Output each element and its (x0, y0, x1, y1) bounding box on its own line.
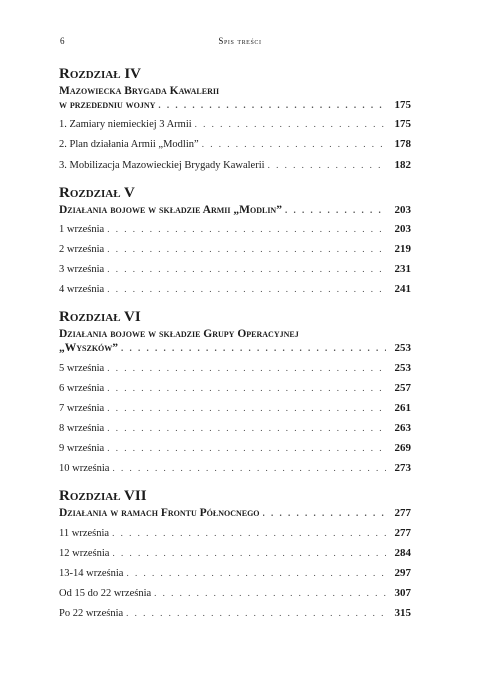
page-ref: 257 (394, 381, 411, 394)
chapter-heading: Rozdział VII (59, 488, 147, 505)
toc-entry[interactable] (59, 282, 411, 297)
page-ref: 277 (394, 507, 411, 520)
chapter-heading: Rozdział V (59, 184, 135, 201)
page-ref: 203 (394, 222, 411, 235)
chapter-7 (59, 488, 411, 621)
toc-entry[interactable] (59, 461, 411, 476)
page-ref: 241 (394, 283, 411, 296)
leader-dots (126, 566, 386, 580)
toc-entry[interactable] (59, 441, 411, 456)
leader-dots (107, 441, 386, 455)
entry-label: 1. Zamiary niemieckiej 3 Armii (59, 119, 192, 131)
entry-label: Po 22 września (59, 608, 124, 620)
leader-dots (285, 203, 386, 217)
running-title: Spis treści (218, 36, 262, 46)
entry-label: 5 września (59, 362, 105, 374)
page-ref: 277 (394, 526, 411, 539)
leader-dots (268, 158, 386, 172)
chapter-title-entry[interactable] (59, 98, 411, 112)
chapter-6 (59, 309, 411, 476)
entry-label: 10 września (59, 463, 110, 475)
leader-dots (154, 586, 386, 600)
entry-label: 3. Mobilizacja Mazowieckiej Brygady Kawalerii (59, 159, 265, 171)
entry-label: Od 15 do 22 września (59, 588, 152, 600)
chapter-5 (59, 185, 411, 298)
leader-dots (107, 262, 386, 276)
toc-entry[interactable] (59, 262, 411, 277)
toc-entry[interactable] (59, 381, 411, 396)
toc-entry[interactable] (59, 526, 411, 541)
chapter-4 (59, 66, 411, 173)
page-ref: 263 (394, 422, 411, 435)
page-ref: 178 (394, 138, 411, 151)
toc-entry[interactable] (59, 586, 411, 601)
entry-label: 13-14 września (59, 568, 124, 579)
page-ref: 253 (394, 361, 411, 374)
page-ref: 261 (394, 401, 411, 414)
leader-dots (112, 546, 386, 560)
page-ref: 182 (394, 158, 411, 171)
page-ref: 307 (394, 587, 411, 600)
entry-label: 12 września (59, 547, 110, 559)
chapter-heading: Rozdział IV (59, 66, 141, 82)
page-ref: 269 (394, 442, 411, 455)
toc-entry[interactable] (59, 546, 411, 561)
page-ref: 203 (394, 203, 411, 216)
page-header (60, 36, 420, 50)
chapter-title-label: Działania w ramach Frontu Północnego (59, 507, 260, 520)
toc-entry[interactable] (59, 222, 411, 237)
leader-dots (195, 117, 386, 131)
leader-dots (112, 461, 386, 475)
entry-label: 1 września (59, 223, 105, 235)
entry-label: 7 września (59, 402, 105, 414)
chapter-title-line: Działania bojowe w składzie Grupy Operacyjnej (59, 328, 299, 341)
entry-label: 9 września (59, 443, 105, 455)
page-number: 6 (60, 36, 66, 46)
leader-dots (126, 606, 386, 620)
toc-entry[interactable] (59, 401, 411, 416)
page-ref: 315 (394, 607, 411, 620)
chapter-title-label: Działania bojowe w składzie Armii „Modlin” (59, 203, 282, 216)
page-ref: 297 (394, 567, 411, 579)
chapter-title-label: „Wyszków” (59, 342, 119, 355)
page-ref: 175 (394, 99, 411, 111)
chapter-title-entry[interactable] (59, 506, 411, 520)
leader-dots (107, 242, 386, 256)
leader-dots (107, 421, 386, 435)
leader-dots (107, 361, 386, 375)
page-ref: 175 (394, 118, 411, 131)
chapter-title-label: w przededniu wojny (59, 99, 156, 111)
toc-entry[interactable] (59, 117, 411, 132)
leader-dots (112, 526, 386, 540)
leader-dots (107, 222, 386, 236)
toc-entry[interactable] (59, 137, 411, 152)
page-ref: 253 (394, 342, 411, 355)
toc-entry[interactable] (59, 361, 411, 376)
leader-dots (263, 506, 386, 520)
toc-entry[interactable] (59, 158, 411, 173)
entry-label: 8 września (59, 423, 105, 435)
toc-entry[interactable] (59, 606, 411, 621)
toc-entry[interactable] (59, 421, 411, 436)
page-ref: 284 (394, 546, 411, 559)
page-ref: 273 (394, 462, 411, 475)
toc-entry[interactable] (59, 242, 411, 257)
leader-dots (202, 137, 386, 151)
chapter-title-entry[interactable] (59, 341, 411, 355)
entry-label: 3 września (59, 264, 105, 276)
entry-label: 4 września (59, 284, 105, 296)
page-ref: 231 (394, 263, 411, 276)
entry-label: 11 września (59, 527, 110, 539)
chapter-title-line: Mazowiecka Brygada Kawalerii (59, 85, 220, 97)
chapter-heading: Rozdział VI (59, 309, 141, 326)
page-ref: 219 (394, 242, 411, 255)
chapter-title-entry[interactable] (59, 203, 411, 217)
leader-dots (121, 341, 386, 355)
leader-dots (107, 401, 386, 415)
entry-label: 2. Plan działania Armii „Modlin” (59, 139, 199, 151)
leader-dots (107, 282, 386, 296)
table-of-contents (59, 66, 411, 628)
toc-entry[interactable] (59, 566, 411, 581)
leader-dots (107, 381, 386, 395)
entry-label: 2 września (59, 243, 105, 255)
entry-label: 6 września (59, 382, 105, 394)
leader-dots (158, 98, 386, 112)
